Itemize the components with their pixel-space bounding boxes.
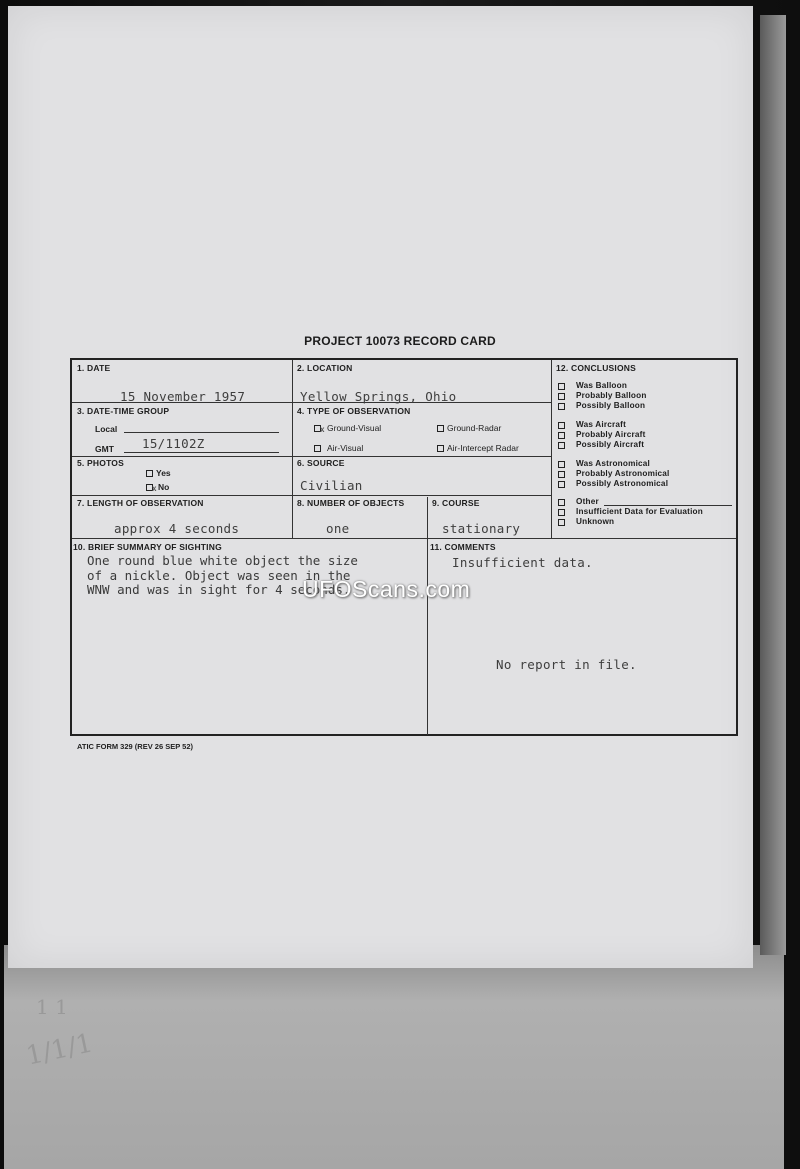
conclusion-item: Was Aircraft [576, 420, 627, 429]
course-value: stationary [442, 521, 521, 536]
conclusion-item: Probably Aircraft [576, 430, 646, 439]
conclusion-item: Probably Astronomical [576, 469, 670, 478]
comments-line-2: No report in file. [496, 657, 637, 672]
local-label: Local [95, 424, 118, 434]
divider-v-2 [551, 360, 552, 539]
divider-v-1 [292, 360, 293, 539]
conclusion-checkbox [558, 499, 565, 506]
ground-radar-label: Ground-Radar [447, 423, 502, 433]
conclusions-label: 12. CONCLUSIONS [556, 363, 636, 373]
conclusion-item: Insufficient Data for Evaluation [576, 507, 703, 516]
divider-h-3 [72, 495, 551, 496]
gmt-label: GMT [95, 444, 114, 454]
summary-line: One round blue white object the size [87, 553, 358, 568]
margin-mark-2: 1/1/1 [23, 1028, 96, 1072]
location-label: 2. LOCATION [297, 363, 353, 373]
conclusion-checkbox [558, 461, 565, 468]
comments-label: 11. COMMENTS [430, 542, 496, 552]
source-label: 6. SOURCE [297, 458, 345, 468]
location-value: Yellow Springs, Ohio [300, 389, 457, 404]
local-underline [124, 432, 279, 433]
conclusion-checkbox [558, 471, 565, 478]
summary-label: 10. BRIEF SUMMARY OF SIGHTING [73, 542, 222, 552]
conclusion-item: Unknown [576, 517, 615, 526]
page-edge-shadow [760, 15, 786, 955]
conclusion-checkbox [558, 403, 565, 410]
conclusion-checkbox [558, 442, 565, 449]
length-of-observation-label: 7. LENGTH OF OBSERVATION [77, 498, 204, 508]
gmt-underline [124, 452, 279, 453]
air-visual-checkbox [314, 445, 321, 452]
type-of-observation-label: 4. TYPE OF OBSERVATION [297, 406, 411, 416]
underlying-sheet [4, 945, 784, 1169]
course-label: 9. COURSE [432, 498, 480, 508]
ground-visual-label: Ground-Visual [327, 423, 382, 433]
form-id: ATIC FORM 329 (REV 26 SEP 52) [77, 742, 194, 751]
air-intercept-radar-label: Air-Intercept Radar [447, 443, 519, 453]
conclusion-checkbox [558, 393, 565, 400]
date-time-group-label: 3. DATE-TIME GROUP [77, 406, 170, 416]
conclusion-checkbox [558, 519, 565, 526]
date-label: 1. DATE [77, 363, 111, 373]
conclusion-item: Possibly Aircraft [576, 440, 645, 449]
ground-radar-checkbox [437, 425, 444, 432]
number-of-objects-value: one [326, 521, 350, 536]
number-of-objects-label: 8. NUMBER OF OBJECTS [297, 498, 405, 508]
conclusion-item: Possibly Balloon [576, 401, 646, 410]
photos-no-check-mark: x [152, 484, 157, 493]
comments-line-1: Insufficient data. [452, 555, 593, 570]
margin-mark-1: 1 1 [36, 995, 68, 1019]
conclusion-item: Other [576, 497, 599, 506]
conclusion-item: Was Balloon [576, 381, 628, 390]
summary-line: WNW and was in sight for 4 seconds. [87, 582, 351, 597]
photos-yes-label: Yes [156, 468, 171, 478]
conclusion-item: Possibly Astronomical [576, 479, 669, 488]
divider-h-4 [72, 538, 736, 539]
ground-visual-check-mark: x [320, 425, 325, 434]
air-visual-label: Air-Visual [327, 443, 364, 453]
divider-v-3 [427, 497, 428, 735]
conclusion-checkbox [558, 481, 565, 488]
air-intercept-radar-checkbox [437, 445, 444, 452]
source-value: Civilian [300, 478, 363, 493]
other-underline [604, 505, 732, 506]
date-value: 15 November 1957 [120, 389, 246, 404]
photos-label: 5. PHOTOS [77, 458, 124, 468]
summary-line: of a nickle. Object was seen in the [87, 567, 351, 583]
gmt-value: 15/1102Z [142, 436, 205, 451]
conclusion-item: Probably Balloon [576, 391, 647, 400]
photos-no-label: No [158, 482, 170, 492]
conclusion-checkbox [558, 383, 565, 390]
card-title: PROJECT 10073 RECORD CARD [304, 334, 496, 348]
divider-h-2 [72, 456, 551, 457]
length-of-observation-value: approx 4 seconds [114, 521, 240, 536]
conclusion-checkbox [558, 432, 565, 439]
watermark: UFOScans.com [302, 576, 471, 602]
conclusion-checkbox [558, 422, 565, 429]
conclusion-checkbox [558, 509, 565, 516]
photos-yes-checkbox [146, 470, 153, 477]
conclusion-item: Was Astronomical [576, 459, 651, 468]
